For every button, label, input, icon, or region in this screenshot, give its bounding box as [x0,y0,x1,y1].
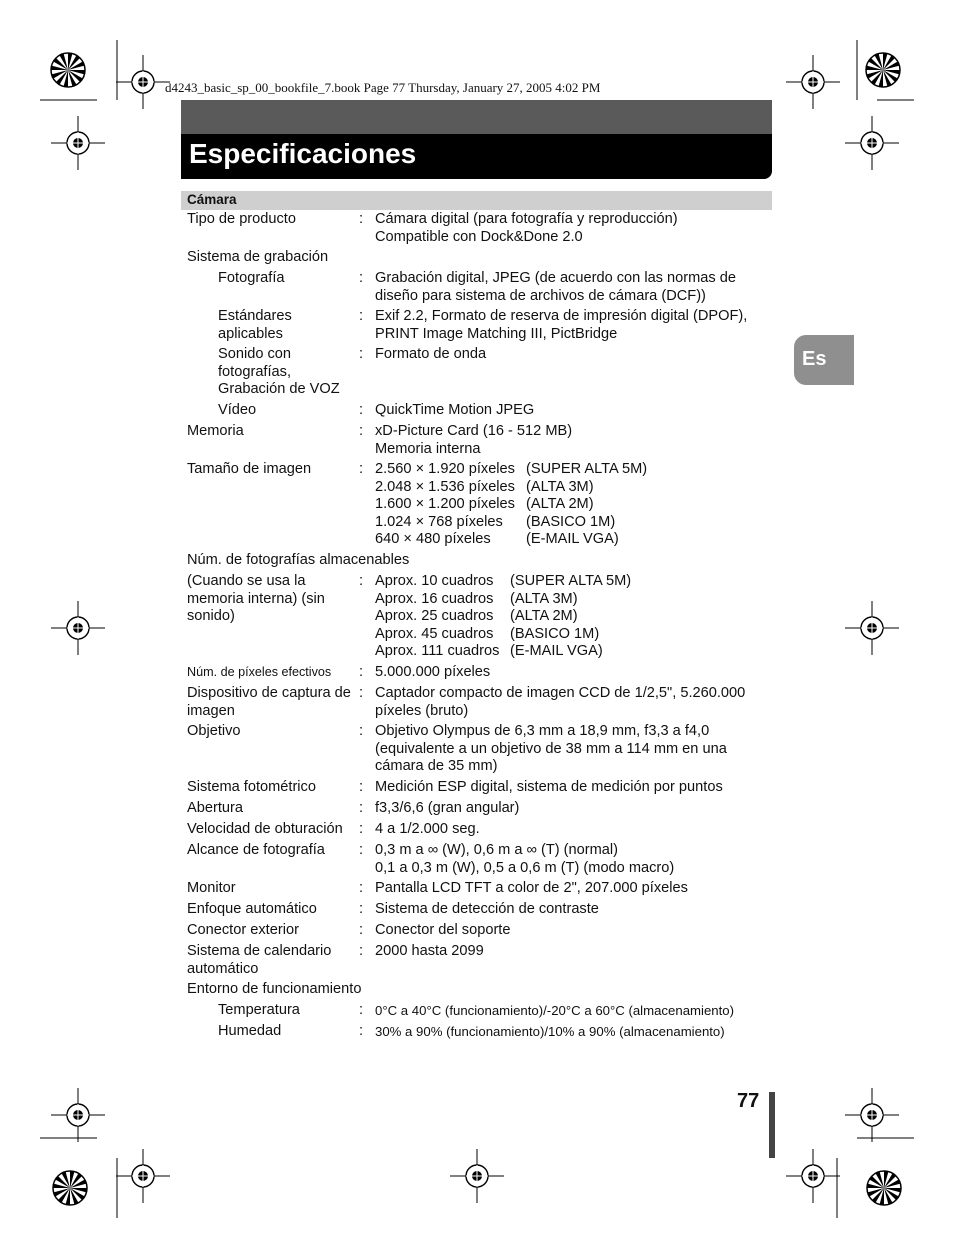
spec-value-line: Cámara digital (para fotografía y reproducción) [375,211,678,227]
spec-value-line: xD-Picture Card (16 - 512 MB) [375,423,573,439]
spec-value-line [375,608,781,626]
spec-value-line: Formato de onda [375,346,487,362]
spec-label: Tamaño de imagen [187,461,312,477]
spec-value [375,723,781,776]
spec-row [181,922,781,943]
spec-row [181,685,781,723]
spec-row [181,981,781,1002]
spec-value-mode: (SUPER ALTA 5M) [510,573,632,589]
spec-value-line: 0°C a 40°C (funcionamiento)/-20°C a 60°C (almacenamiento) [375,1003,735,1018]
spec-value-line: (equivalente a un objetivo de 38 mm a 114 mm en una [375,740,727,757]
spec-label: Humedad [218,1023,282,1039]
spec-label: Monitor [187,880,236,896]
spec-colon: : [359,402,364,418]
spec-value [375,1002,781,1020]
spec-value-line: píxeles (bruto) [375,702,469,719]
spec-row [181,308,781,346]
spec-value-line: 2000 hasta 2099 [375,943,484,959]
spec-value-mode: (ALTA 3M) [526,478,594,495]
spec-label: Tipo de producto [187,211,296,227]
spec-colon: : [359,1023,364,1039]
language-tab-label: Es [802,348,827,370]
spec-value [375,664,781,682]
spec-value-line: Exif 2.2, Formato de reserva de impresión digital (DPOF), [375,308,748,324]
spec-value-main: 640 × 480 píxeles [375,531,491,548]
spec-value [375,842,781,877]
spec-value [375,821,781,839]
spec-label: Fotografía [218,270,285,286]
spec-value-line [375,496,781,514]
spec-value [375,943,781,961]
spec-row [181,779,781,800]
spec-value [375,402,781,420]
spec-row [181,249,781,270]
spec-row [181,664,781,685]
spec-label: Temperatura [218,1002,300,1018]
spec-label: Núm. de píxeles efectivos [187,665,332,679]
spec-value-main: Aprox. 25 cuadros [375,608,494,625]
spec-colon: : [359,821,364,837]
spec-value-line [375,531,781,549]
spec-value-line [375,591,781,609]
spec-value-line: Sistema de detección de contraste [375,901,599,917]
spec-colon: : [359,943,364,959]
spec-value [375,308,781,343]
spec-colon: : [359,1002,364,1018]
spec-value-line: Objetivo Olympus de 6,3 mm a 18,9 mm, f3,3 a f4,0 [375,723,710,739]
spec-value-line: Captador compacto de imagen CCD de 1/2,5", 5.260.000 [375,685,746,701]
spec-value-line: Pantalla LCD TFT a color de 2", 207.000 píxeles [375,880,688,896]
spec-row [181,1023,781,1044]
spec-colon: : [359,880,364,896]
spec-colon: : [359,461,364,477]
spec-colon: : [359,573,364,589]
spec-value-line [375,514,781,532]
page-title: Especificaciones [189,138,417,169]
section-header-bar [181,191,772,210]
spec-value [375,346,781,364]
spec-row [181,270,781,308]
spec-value [375,573,781,661]
spec-row [181,552,781,573]
spec-label: Vídeo [218,402,257,418]
spec-value [375,461,781,549]
spec-label: (Cuando se usa la memoria interna) (sin sonido) [187,573,325,625]
spec-value-line: 30% a 90% (funcionamiento)/10% a 90% (almacenamiento) [375,1024,725,1039]
spec-label: Sistema de calendario automático [187,943,332,977]
spec-colon: : [359,270,364,286]
spec-value-mode: (ALTA 2M) [526,496,594,513]
spec-value-mode: (E-MAIL VGA) [510,643,603,660]
spec-value-line: diseño para sistema de archivos de cámara (DCF)) [375,287,706,304]
spec-value [375,211,781,246]
spec-label: Entorno de funcionamiento [187,981,362,997]
spec-value-line [375,461,781,479]
spec-colon: : [359,901,364,917]
spec-row [181,461,781,552]
spec-row [181,402,781,423]
spec-colon: : [359,842,364,858]
spec-value [375,922,781,940]
spec-label: Núm. de fotografías almacenables [187,552,410,568]
spec-value [375,1023,781,1041]
print-header: d4243_basic_sp_00_bookfile_7.book Page 77 Thursday, January 27, 2005 4:02 PM [165,80,601,95]
spec-colon: : [359,308,364,324]
spec-value [375,249,781,267]
spec-value-line: 4 a 1/2.000 seg. [375,821,480,837]
spec-value-mode: (BASICO 1M) [510,625,600,642]
spec-value-main: Aprox. 16 cuadros [375,590,494,607]
spec-row [181,211,781,249]
spec-value-line [375,626,781,644]
spec-value-line: Conector del soporte [375,922,511,938]
spec-value-line: 0,1 a 0,3 m (W), 0,5 a 0,6 m (T) (modo macro) [375,859,675,876]
spec-value-line [375,479,781,497]
spec-label: Alcance de fotografía [187,842,325,858]
spec-value-mode: (E-MAIL VGA) [526,531,619,548]
spec-label: Sonido con fotografías, Grabación de VOZ [218,346,340,398]
spec-colon: : [359,664,364,680]
section-header: Cámara [187,192,237,207]
spec-value-line: QuickTime Motion JPEG [375,402,535,418]
spec-colon: : [359,800,364,816]
spec-value [375,779,781,797]
spec-colon: : [359,723,364,739]
spec-value-line: f3,3/6,6 (gran angular) [375,800,520,816]
spec-value [375,270,781,305]
spec-row [181,423,781,461]
spec-value-line: Compatible con Dock&Done 2.0 [375,228,583,245]
page-number-bar [769,1092,775,1158]
spec-value-line: Medición ESP digital, sistema de medición por puntos [375,779,723,795]
spec-value-line: Grabación digital, JPEG (de acuerdo con las normas de [375,270,736,286]
page-number: 77 [737,1090,760,1112]
spec-value [375,423,781,458]
spec-label: Enfoque automático [187,901,317,917]
spec-value-line: 0,3 m a ∞ (W), 0,6 m a ∞ (T) (normal) [375,842,618,858]
spec-colon: : [359,346,364,362]
spec-value-main: 2.560 × 1.920 píxeles [375,461,515,477]
spec-value-mode: (BASICO 1M) [526,513,616,530]
spec-row [181,800,781,821]
spec-row [181,943,781,981]
spec-value [375,685,781,720]
spec-value-line: 5.000.000 píxeles [375,664,491,680]
spec-value-line: Memoria interna [375,440,481,457]
spec-value-mode: (ALTA 3M) [510,590,578,607]
spec-value-line: cámara de 35 mm) [375,758,498,775]
spec-value-main: 1.600 × 1.200 píxeles [375,496,515,513]
spec-label: Conector exterior [187,922,299,938]
spec-label: Abertura [187,800,243,816]
spec-row [181,880,781,901]
spec-colon: : [359,779,364,795]
spec-value [375,800,781,818]
spec-value-main: Aprox. 45 cuadros [375,625,494,642]
spec-value-mode: (SUPER ALTA 5M) [526,461,648,477]
spec-row [181,1002,781,1023]
spec-label: Sistema fotométrico [187,779,316,795]
spec-value [375,880,781,898]
spec-row [181,842,781,880]
spec-value [375,901,781,919]
spec-label: Objetivo [187,723,241,739]
spec-table [181,211,781,1044]
title-band [181,100,772,134]
spec-row [181,723,781,779]
spec-label: Memoria [187,423,244,439]
spec-colon: : [359,922,364,938]
spec-value-main: Aprox. 111 cuadros [375,643,500,660]
spec-value-main: Aprox. 10 cuadros [375,573,494,589]
spec-colon: : [359,211,364,227]
spec-label: Dispositivo de captura de imagen [187,685,351,719]
spec-label: Velocidad de obturación [187,821,343,837]
spec-value-main: 1.024 × 768 píxeles [375,513,503,530]
spec-value-line: PRINT Image Matching III, PictBridge [375,325,618,342]
spec-label: Sistema de grabación [187,249,329,265]
spec-colon: : [359,423,364,439]
spec-row [181,346,781,402]
spec-row [181,821,781,842]
spec-label: Estándares aplicables [218,308,292,342]
spec-value-mode: (ALTA 2M) [510,608,578,625]
spec-row [181,901,781,922]
spec-value-main: 2.048 × 1.536 píxeles [375,478,515,495]
spec-value-line [375,643,781,661]
spec-value-line [375,573,781,591]
spec-colon: : [359,685,364,701]
spec-row [181,573,781,664]
